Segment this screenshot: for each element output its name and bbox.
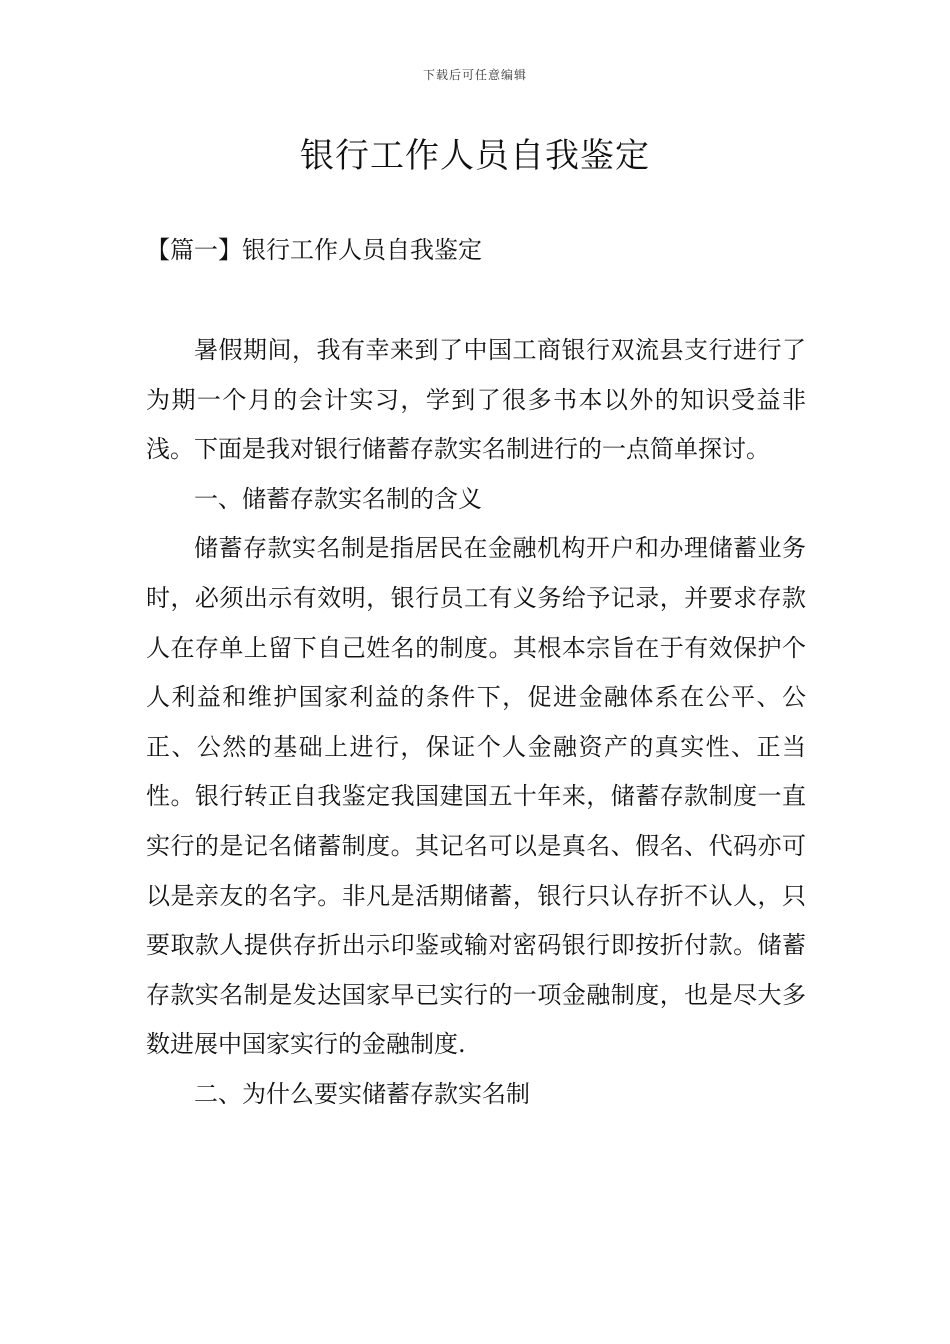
section-label: 【篇一】银行工作人员自我鉴定 <box>146 236 482 264</box>
document-body <box>146 326 806 1120</box>
paragraph-intro: 暑假期间，我有幸来到了中国工商银行双流县支行进行了为期一个月的会计实习，学到了很多书本以外的知识受益非浅。下面是我对银行储蓄存款实名制进行的一点简单探讨。 <box>146 336 806 464</box>
paragraph-definition: 储蓄存款实名制是指居民在金融机构开户和办理储蓄业务时，必须出示有效明，银行员工有义务给予记录，并要求存款人在存单上留下自己姓名的制度。其根本宗旨在于有效保护个人利益和维护国家利益的条件下，促进金融体系在公平、公正、公然的基础上进行，保证个人金融资产的真实性、正当性。银行转正自我鉴定我国建国五十年来，储蓄存款制度一直实行的是记名储蓄制度。其记名可以是真名、假名、代码亦可以是亲友的名字。非凡是活期储蓄，银行只认存折不认人，只要取款人提供存折出示印鉴或输对密码银行即按折付款。储蓄存款实名制是发达国家早已实行的一项金融制度，也是尽大多数进展中国家实行的金融制度. <box>146 534 806 1059</box>
document-title: 银行工作人员自我鉴定 <box>300 136 650 176</box>
heading-two: 二、为什么要实储蓄存款实名制 <box>194 1079 530 1108</box>
header-note: 下载后可任意编辑 <box>422 68 527 82</box>
heading-one: 一、储蓄存款实名制的含义 <box>194 484 482 513</box>
